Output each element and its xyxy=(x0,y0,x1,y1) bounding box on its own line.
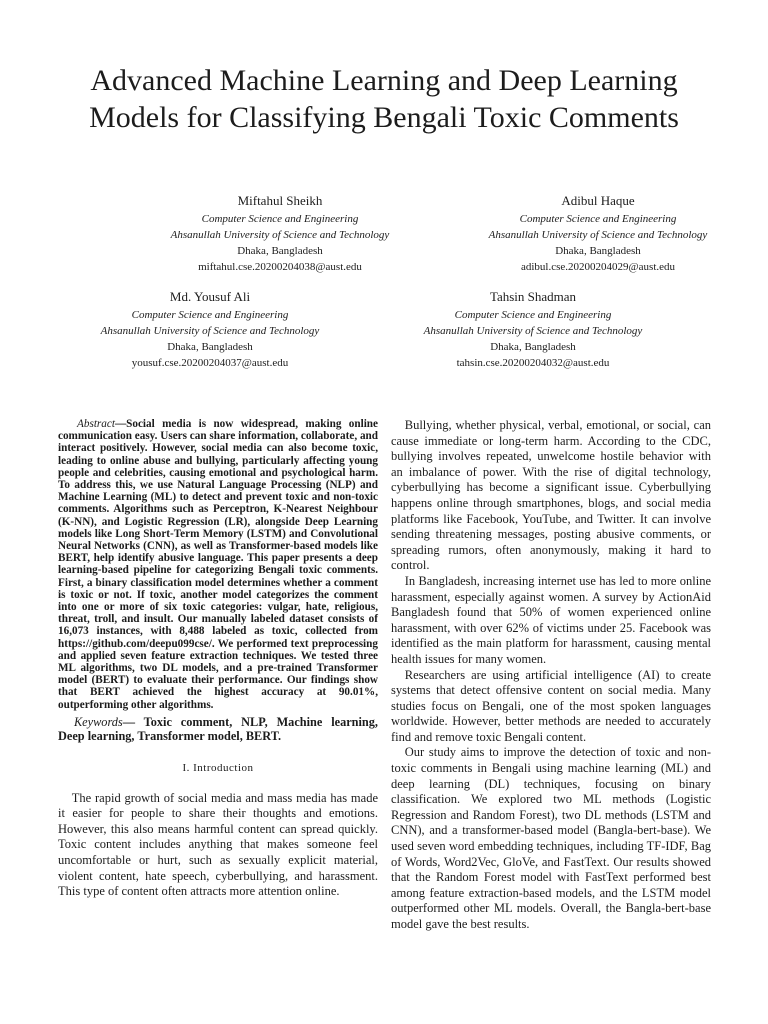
author-name: Adibul Haque xyxy=(561,193,635,208)
paper-title-line-2: Models for Classifying Bengali Toxic Comments xyxy=(89,101,679,134)
keywords-label: Keywords xyxy=(73,714,123,729)
author-block-4 xyxy=(353,288,713,371)
author-block-3 xyxy=(30,288,390,371)
right-column xyxy=(391,418,711,933)
intro-paragraph-1: The rapid growth of social media and mass media has made it easier for people to share their thoughts and emotions. However, this also means harmful content can spread quickly. Toxic content includes anything that makes someone feel uncomfortable or hurt, such as sexually explicit material, violent content, hate speech, cyberbullying, and harassment. This type of content often attracts more attention online. xyxy=(58,790,378,899)
author-department: Computer Science and Engineering xyxy=(201,213,359,225)
author-university: Ahsanullah University of Science and Technology xyxy=(423,325,643,337)
author-email[interactable]: miftahul.cse.20200204038@aust.edu xyxy=(198,261,362,273)
intro-paragraph-2: Bullying, whether physical, verbal, emotional, or social, can cause immediate or long-term harm. According to the CDC, bullying involves repeated, unwelcome hostile behavior with an imbalance of power. With the rise of digital technology, cyberbullying has become a significant issue. Cyberbullying happens online through smartphones, blogs, and social media platforms like Facebook, YouTube, and Twitter. It can involve sending threatening messages, posting abusive comments, or spreading rumors, often anonymously, making it hard to control. xyxy=(391,418,711,573)
author-university: Ahsanullah University of Science and Technology xyxy=(488,229,708,241)
author-email[interactable]: yousuf.cse.20200204037@aust.edu xyxy=(131,357,289,369)
abstract xyxy=(58,418,378,711)
keywords-text: — Toxic comment, NLP, Machine learning, Deep learning, Transformer model, BERT. xyxy=(58,714,378,744)
author-name: Miftahul Sheikh xyxy=(237,193,323,208)
author-name: Tahsin Shadman xyxy=(489,289,577,304)
author-name: Md. Yousuf Ali xyxy=(169,289,251,304)
author-department: Computer Science and Engineering xyxy=(519,213,677,225)
abstract-label: Abstract xyxy=(77,418,115,430)
paper-title-line-1: Advanced Machine Learning and Deep Learning xyxy=(90,64,678,97)
intro-paragraph-4: Researchers are using artificial intelligence (AI) to create systems that detect offensive content on social media. Many studies focus on Bengali, one of the most spoken languages worldwide. However, better methods are needed to accurately find and remove toxic Bengali content. xyxy=(391,667,711,744)
author-block-1 xyxy=(100,192,460,275)
author-university: Ahsanullah University of Science and Technology xyxy=(100,325,320,337)
paper-title xyxy=(40,62,728,136)
abstract-text: —Social media is now widespread, making online communication easy. Users can share information, collaborate, and interact positively. However, social media can also become toxic, leading to online abuse and bullying, particularly affecting young people and celebrities, causing emotional and psychological harm. To address this, we use Natural Language Processing (NLP) and Machine Learning (ML) to detect and prevent toxic and non-toxic comments. Algorithms such as Perceptron, K-Nearest Neighbour (K-NN), and Logistic Regression (LR), alongside Deep Learning models like Long Short-Term Memory (LSTM) and Convolutional Neural Networks (CNN), as well as Transformer-based models like BERT, help identify abusive language. This paper presents a deep learning-based pipeline for categorizing Bengali toxic comments. First, a binary classification model determines whether a comment is toxic or not. If toxic, another model categorizes the comment into one or more of six toxic categories: vulgar, hate, religious, threat, troll, and insult. Our manually labeled dataset consists of 16,073 instances, with 8,488 labeled as toxic, collected from https://github.com/deepu099cse/. We performed text preprocessing and applied seven feature extraction techniques. We tested three ML algorithms, two DL models, and a pre-trained Transformer model (BERT) to evaluate their performance. Our findings show that BERT achieved the highest accuracy at 90.01%, outperforming other algorithms. xyxy=(58,418,378,711)
author-city: Dhaka, Bangladesh xyxy=(490,341,576,353)
author-email[interactable]: tahsin.cse.20200204032@aust.edu xyxy=(456,357,610,369)
intro-paragraph-5: Our study aims to improve the detection of toxic and non-toxic comments in Bengali using machine learning (ML) and deep learning (DL) techniques, focusing on binary classification. We explored two ML methods (Logistic Regression and Random Forest), two DL methods (LSTM and CNN), and a transformer-based model (Bangla-bert-base). We used seven word embedding techniques, including TF-IDF, Bag of Words, Word2Vec, GloVe, and FastText. Our results showed that the Random Forest model with FastText performed best among feature extraction-based models, and the LSTM model outperformed other ML models. Overall, the Bangla-bert-base model gave the best results. xyxy=(391,745,711,931)
author-city: Dhaka, Bangladesh xyxy=(237,245,323,257)
section-heading-introduction: I. Introduction xyxy=(182,762,254,775)
intro-paragraph-3: In Bangladesh, increasing internet use has led to more online harassment, especially against women. A survey by ActionAid Bangladesh found that 50% of women experienced online harassment, with over 62% of victims under 25. Facebook was identified as the main platform for harassment, causing mental health issues for many women. xyxy=(391,573,711,666)
author-university: Ahsanullah University of Science and Technology xyxy=(170,229,390,241)
author-department: Computer Science and Engineering xyxy=(131,309,289,321)
author-email[interactable]: adibul.cse.20200204029@aust.edu xyxy=(520,261,676,273)
left-column xyxy=(58,418,378,900)
author-department: Computer Science and Engineering xyxy=(454,309,612,321)
author-city: Dhaka, Bangladesh xyxy=(167,341,253,353)
author-block-2 xyxy=(418,192,768,275)
author-city: Dhaka, Bangladesh xyxy=(555,245,641,257)
keywords xyxy=(58,715,378,744)
